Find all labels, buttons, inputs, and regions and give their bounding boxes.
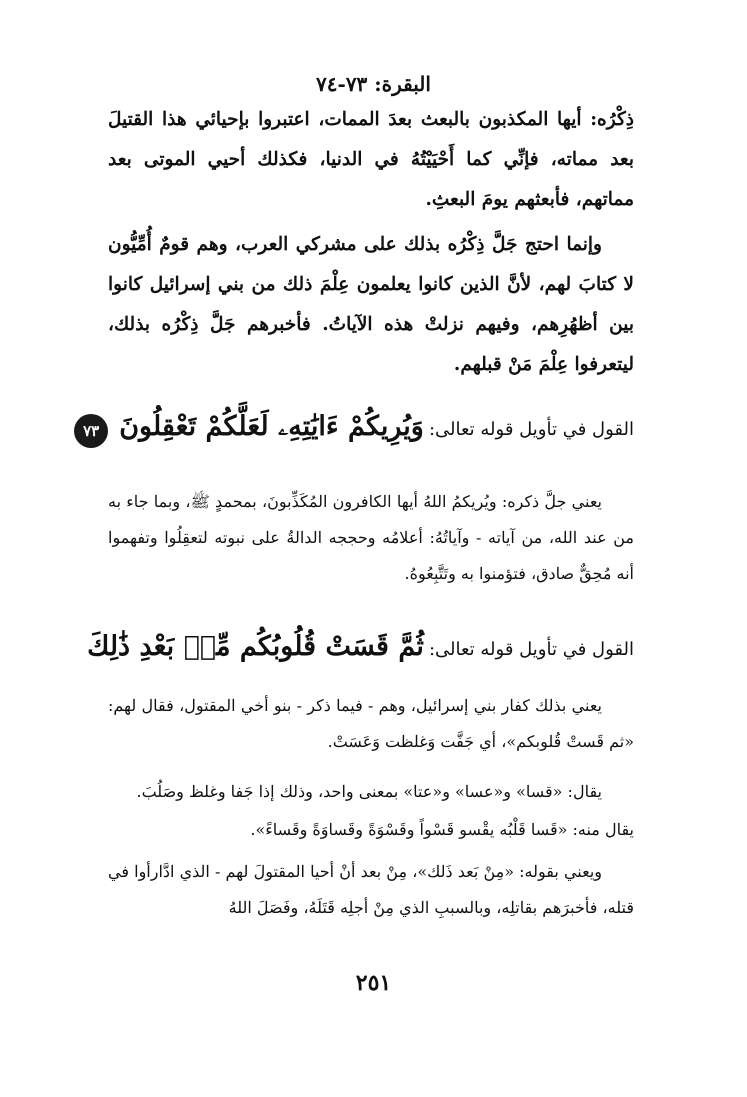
page-number: ٢٥١ [355, 970, 392, 996]
heading-label: القول في تأويل قوله تعالى: [428, 639, 634, 660]
quran-verse-text: وَيُرِيكُمْ ءَايَٰتِهِۦ لَعَلَّكُمْ تَعْقِلُونَ [119, 411, 424, 442]
linguistic-note-verb-forms: يقال منه: «قَسا قَلْبُه يقْسو قَسْواً وقَسْوَةً وقَساوَةً وقَساءً». [250, 820, 634, 839]
linguistic-note-synonyms: يقال: «قسا» و«عسا» و«عتا» بمعنى واحد، وذلك إذا جَفا وغلظ وصَلُبَ. [136, 782, 602, 801]
commentary-verse-73: يعني جلَّ ذكره: ويُريكمُ اللهُ أيها الكافرون المُكَذِّبونَ، بمحمدٍ ﷺ، وبما جاء به من عند الله، من آياته - وآياتُهُ: أعلامُه وحججه الدالةُ على نبوته لتعقِلُوا وتفهموا أنه مُحِقٌّ صادق، فتؤمنوا به وتَتَّبِعُوهُ. [108, 492, 634, 583]
ayah-number-marker: ٧٣ [74, 414, 108, 448]
heading-label: القول في تأويل قوله تعالى: [428, 419, 634, 440]
paragraph-argument-against-arab-polytheists: وإنما احتج جَلَّ ذِكْرُه بذلك على مشركي العرب، وهم قومٌ أُمِّيُّون لا كتابَ لهم، لأنَّ الذين كانوا يعلمون عِلْمَ ذلك من بني إسرائيل كانوا بين أظهُرِهم، وفيهم نزلتْ هذه الآياتُ. فأخبرهم جَلَّ ذِكْرُه بذلك، ليتعرفوا عِلْمَ مَنْ قبلهم. [108, 234, 634, 375]
quran-verse-text: ثُمَّ قَسَتْ قُلُوبُكُم مِّنۢ بَعْدِ ذَٰلِكَ [87, 631, 424, 662]
section-heading-verse-74 [87, 622, 634, 675]
paragraph-resurrection-lesson: ذِكْرُه: أيها المكذبون بالبعث بعدَ الممات، اعتبروا بإحيائي هذا القتيلَ بعد مماته، فإنِّي كما أَحْيَيْتُهُ في الدنيا، فكذلك أحيي الموتى بعد مماتهم، فأبعثهم يومَ البعثِ. [108, 109, 634, 210]
section-heading-verse-73 [83, 402, 634, 455]
commentary-verse-74: يعني بذلك كفار بني إسرائيل، وهم - فيما ذكر - بنو أخي المقتول، فقال لهم: «ثم قَستْ قُلوبكم»، أي جَفَّت وَغلظت وَعَسَتْ. [108, 696, 634, 751]
commentary-after-that: ويعني بقوله: «مِنْ بَعد ذَلك»، مِنْ بعد أنْ أحيا المقتولَ لهم - الذي ادَّارأوا في قتله، فأخبرَهم بقاتلِه، وبالسببِ الذي مِنْ أجلِه قَتَلَهُ، وفَصَلَ اللهُ [108, 862, 634, 917]
running-header: البقرة: ٧٣-٧٤ [316, 72, 431, 96]
